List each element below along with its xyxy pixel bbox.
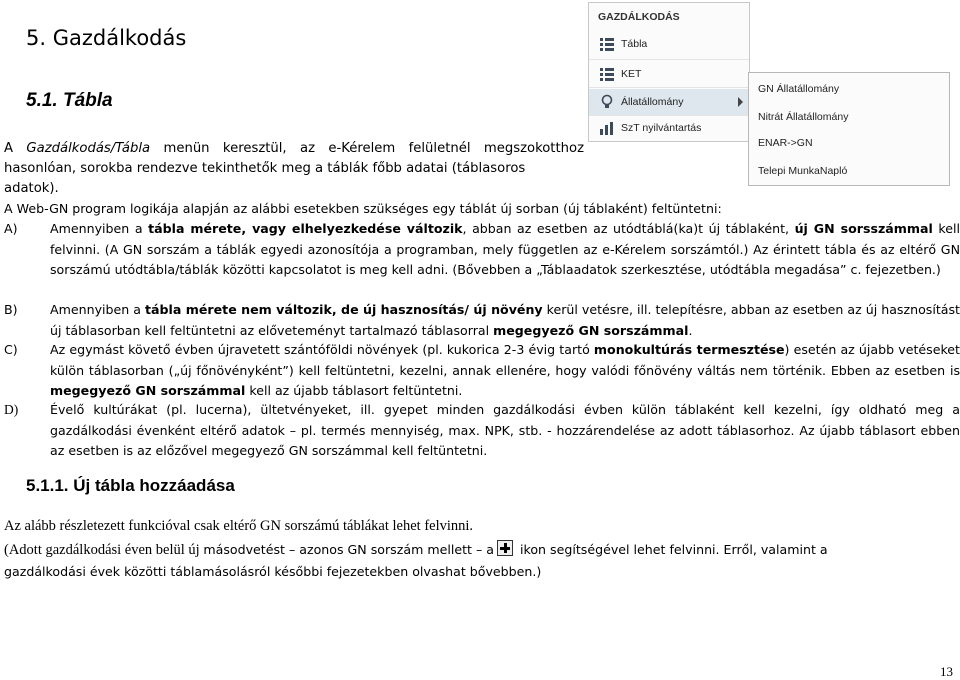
section-heading: 5.1. Tábla: [26, 90, 113, 111]
chevron-right-icon: [738, 97, 743, 107]
case-c: [4, 340, 960, 402]
case-text: Az egymást követő évben újravetett szántóföldi növények (pl. kukorica 2-3 évig tartó monokultúrás termesztése) esetén az újabb vetéseket külön táblasorban („új főnövényként”) kell feltüntetni, kezelni, annak ellenére, hogy valódi főnövény váltás nem történik. Ebben az esetben is megegyező GN sorszámmal kell az újabb táblasort feltüntetni.: [50, 342, 960, 398]
menu-item-szt-nyilvantartas[interactable]: SzT nyilvántartás: [589, 115, 749, 141]
cases-intro-paragraph: A Web-GN program logikája alapján az alábbi esetekben szükséges egy táblát új sorban (új táblaként) feltüntetni:: [4, 201, 722, 216]
submenu-item[interactable]: ENAR->GN: [758, 137, 813, 149]
case-label: C): [4, 342, 18, 357]
grid-icon: [599, 66, 615, 82]
case-a: [4, 219, 960, 281]
intro-line-1: A Gazdálkodás/Tábla menün keresztül, az e-Kérelem felületnél megszokotthoz: [4, 141, 585, 156]
intro-line-2: hasonlóan, sorokba rendezve tekinthetők meg a táblák főbb adatai (táblasoros adatok).: [4, 161, 526, 196]
menu-item-allatallomany[interactable]: Állatállomány: [589, 89, 749, 115]
case-label: A): [4, 221, 18, 236]
chart-icon: [599, 120, 615, 136]
bulb-icon: [599, 94, 615, 110]
case-text: Amennyiben a tábla mérete, vagy elhelyezkedése változik, abban az esetben az utódtáblá(ka)t új táblaként, új GN sorsszámmal kell felvinni. (A GN sorszám a táblák egyedi azonosítója a programban, mely független az e-Kérelem sorszámtól.) Az érintett tábla és az eltérő GN sorszámú utódtábla/táblák közötti kapcsolatot is meg kell adni. (Bővebben a „Táblaadatok szerkesztése, utódtábla megadása” c. fejezetben.): [50, 221, 960, 277]
menu-item-tabla[interactable]: Tábla: [589, 31, 749, 57]
closing-paragraph: (Adott gazdálkodási éven belül új másodvetést – azonos GN sorszám mellett – a ikon segítségével lehet felvinni. Erről, valamint a gazdálkodási évek közötti táblamásolásról későbbi fejezetekben olvashat bővebben.): [4, 542, 828, 579]
case-text: Évelő kultúrákat (pl. lucerna), ültetvényeket, ill. gyepet minden gazdálkodási évben külön táblaként kell kezelni, így oldható meg a gazdálkodási évenként eltérő adatok – pl. termés mennyiség, max. NPK, stb. - hozzárendelése az adott táblasorhoz. Az újabb táblasort ebben az esetben is az előzővel megegyező GN sorszámmal kell feltüntetni.: [50, 402, 960, 458]
gazdalkodas-menu: [588, 2, 750, 142]
subsection-heading: 5.1.1. Új tábla hozzáadása: [26, 476, 235, 495]
case-b: [4, 300, 960, 341]
menu-item-ket[interactable]: KET: [589, 61, 749, 87]
case-text: Amennyiben a tábla mérete nem változik, de új hasznosítás/ új növény kerül vetésre, ill. telepítésre, abban az esetben az új hasznosítást új táblasorban kell feltüntetni az előveteményt tartalmazó táblasorral megegyező GN sorszámmal.: [50, 302, 960, 338]
case-label: D): [4, 402, 19, 417]
plus-icon: [497, 540, 513, 556]
note-paragraph: Az alább részletezett funkcióval csak eltérő GN sorszámú táblákat lehet felvinni.: [4, 518, 474, 534]
case-label: B): [4, 302, 18, 317]
submenu-item[interactable]: Telepi MunkaNapló: [758, 165, 848, 177]
chapter-heading: 5. Gazdálkodás: [26, 26, 187, 50]
submenu-item[interactable]: GN Állatállomány: [758, 83, 840, 95]
grid-icon: [599, 36, 615, 52]
allatallomany-submenu: [748, 72, 950, 186]
case-d: [4, 400, 960, 462]
intro-paragraph: [4, 139, 584, 199]
page-number: 13: [940, 664, 953, 679]
menu-header: GAZDÁLKODÁS: [598, 11, 680, 23]
submenu-item[interactable]: Nitrát Állatállomány: [758, 111, 849, 123]
